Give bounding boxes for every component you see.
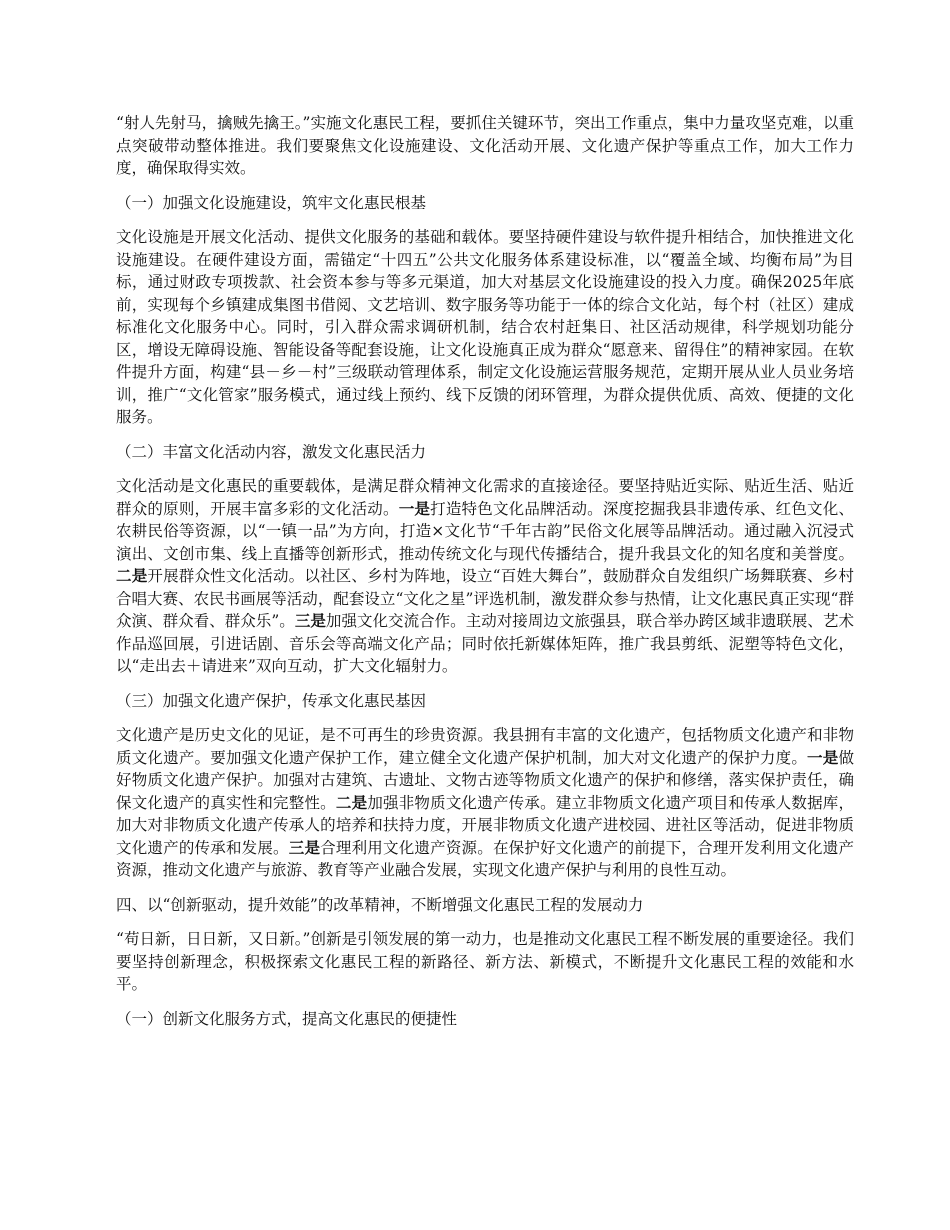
chapter-heading-innovation: 四、以“创新驱动，提升效能”的改革精神，不断增强文化惠民工程的发展动力 — [116, 895, 644, 914]
section-heading-activities: （二）丰富文化活动内容，激发文化惠民活力 — [116, 442, 427, 461]
activities-marker-3: 三是 — [294, 611, 326, 630]
heritage-text-d: 加强非物质文化遗产传承。建立非物质文化遗产项目和传承人数据库，加大对非物质文化遗产传承人的培养和扶持力度，开展非物质文化遗产进校园、进社区等活动，促进非物质文化遗产的传承和发展。 — [116, 793, 854, 857]
heritage-marker-3: 三是 — [288, 837, 321, 857]
activities-paragraph — [116, 475, 854, 678]
document-body — [116, 112, 854, 1042]
activities-text-d: 开展群众性文化活动。以社区、乡村为阵地，设立“百姓大舞台”，鼓励群众自发组织广场舞联赛、乡村合唱大赛、农民书画展等活动，配套设立“文化之星”评选机制，激发群众参与热情，让文化惠民真正实现“群众演、群众看、群众乐”。 — [116, 567, 854, 630]
facilities-paragraph: 文化设施是开展文化活动、提供文化服务的基础和载体。要坚持硬件建设与软件提升相结合，加快推进文化设施建设。在硬件建设方面，需锚定“十四五”公共文化服务体系建设标准，以“覆盖全域、均衡布局”为目标，通过财政专项拨款、社会资本参与等多元渠道，加大对基层文化设施建设的投入力度。确保2025年底前，实现每个乡镇建成集图书借阅、文艺培训、数字服务等功能于一体的综合文化站，每个村（社区）建成标准化文化服务中心。同时，引入群众需求调研机制，结合农村赶集日、社区活动规律，科学规划功能分区，增设无障碍设施、智能设备等配套设施，让文化设施真正成为群众“愿意来、留得住”的精神家园。在软件提升方面，构建“县－乡－村”三级联动管理体系，制定文化设施运营服务规范，定期开展从业人员业务培训，推广“文化管家”服务模式，通过线上预约、线下反馈的闭环管理，为群众提供优质、高效、便捷的文化服务。 — [116, 228, 854, 426]
heritage-text-a: 文化遗产是历史文化的见证，是不可再生的珍贵资源。我县拥有丰富的文化遗产，包括物质文化遗产和非物质文化遗产。要加强文化遗产保护工作，建立健全文化遗产保护机制，加大对文化遗产的保护力度。 — [116, 726, 854, 767]
activities-text-c: 打造特色文化品牌活动。深度挖掘我县非遗传承、红色文化、农耕民俗等资源，以“一镇一品”为方向，打造×文化节“千年古韵”民俗文化展等品牌活动。通过融入沉浸式演出、文创市集、线上直播等创新形式，推动传统文化与现代传播结合，提升我县文化的知名度和美誉度。 — [116, 499, 854, 563]
heritage-text-c: 做好物质文化遗产保护。加强对古建筑、古遗址、文物古迹等物质文化遗产的保护和修缮，落实保护责任，确保文化遗产的真实性和完整性。 — [116, 748, 854, 812]
activities-marker-1: 一是 — [398, 498, 431, 518]
heritage-text-e: 合理利用文化遗产资源。在保护好文化遗产的前提下，合理开发利用文化遗产资源，推动文化遗产与旅游、教育等产业融合发展，实现文化遗产保护与利用的良性互动。 — [116, 838, 854, 879]
heritage-marker-2: 二是 — [335, 792, 368, 812]
activities-text-e: 加强文化交流合作。主动对接周边文旅强县，联合举办跨区域非遗联展、艺术作品巡回展，引进话剧、音乐会等高端文化产品；同时依托新媒体矩阵，推广我县剪纸、泥塑等特色文化，以“走出去＋请进来”双向互动，扩大文化辐射力。 — [116, 612, 854, 675]
innovation-paragraph: “苟日新，日日新，又日新。”创新是引领发展的第一动力，也是推动文化惠民工程不断发展的重要途径。我们要坚持创新理念，积极探索文化惠民工程的新路径、新方法、新模式，不断提升文化惠民工程的效能和水平。 — [116, 930, 854, 993]
intro-paragraph: “射人先射马，擒贼先擒王。”实施文化惠民工程，要抓住关键环节，突出工作重点，集中力量攻坚克难，以重点突破带动整体推进。我们要聚焦文化设施建设、文化活动开展、文化遗产保护等重点工作，加大工作力度，确保取得实效。 — [116, 114, 854, 177]
section-heading-heritage: （三）加强文化遗产保护，传承文化惠民基因 — [116, 691, 427, 710]
section-heading-service-methods: （一）创新文化服务方式，提高文化惠民的便捷性 — [116, 1009, 458, 1028]
heritage-marker-1: 一是 — [807, 747, 839, 767]
section-heading-facilities: （一）加强文化设施建设，筑牢文化惠民根基 — [116, 193, 427, 212]
activities-marker-2: 二是 — [116, 566, 148, 585]
heritage-paragraph — [116, 724, 854, 882]
activities-text-a: 文化活动是文化惠民的重要载体，是满足群众精神文化需求的直接途径。要坚持贴近实际、贴近生活、贴近群众的原则，开展丰富多彩的文化活动。 — [116, 477, 854, 518]
